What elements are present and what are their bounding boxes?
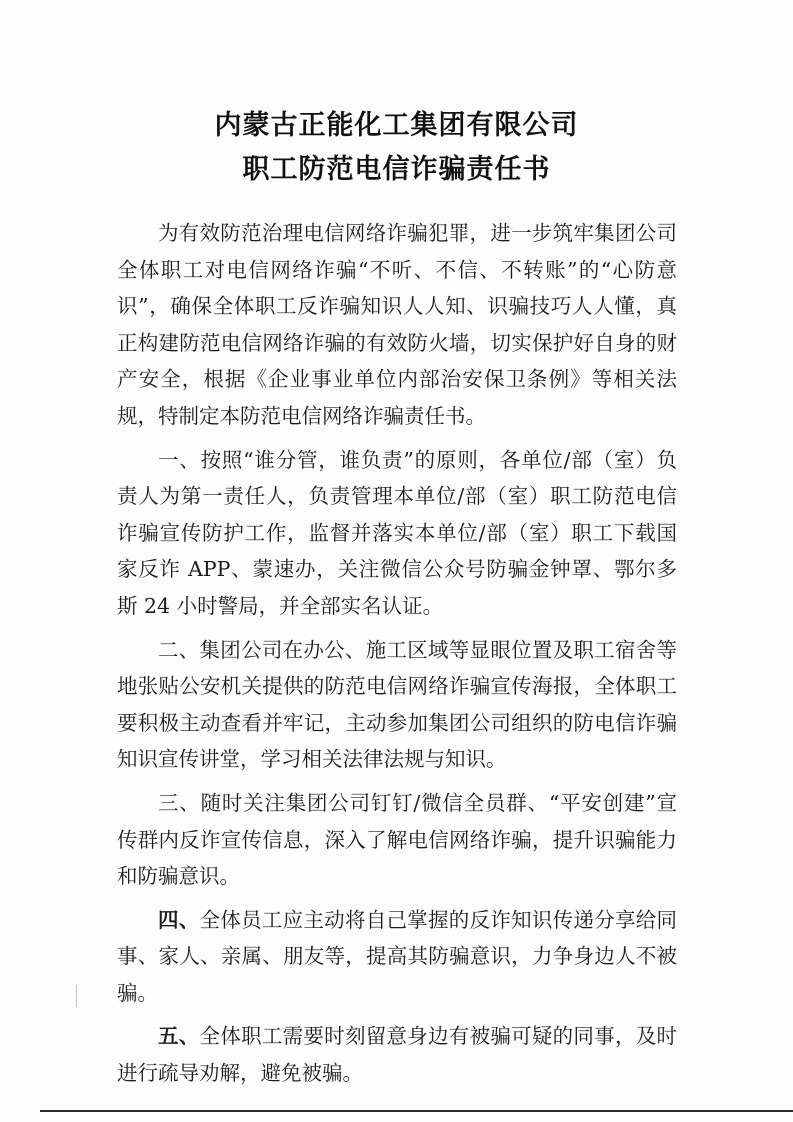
clause-2: 二、集团公司在办公、施工区域等显眼位置及职工宿舍等地张贴公安机关提供的防范电信网络诈骗宣传海报，全体职工要积极主动查看并牢记，主动参加集团公司组织的防电信诈骗知识宣传讲堂，学习相关法律法规与知识。	[117, 637, 677, 772]
clause-3: 三、随时关注集团公司钉钉/微信全员群、“平安创建”宣传群内反诈宣传信息，深入了解电信网络诈骗，提升识骗能力和防骗意识。	[117, 790, 677, 889]
company-title: 内蒙古正能化工集团有限公司	[214, 110, 579, 141]
intro-paragraph: 为有效防范治理电信网络诈骗犯罪，进一步筑牢集团公司全体职工对电信网络诈骗“不听、不信、不转账”的“心防意识”，确保全体职工反诈骗知识人人知、识骗技巧人人懂，真正构建防范电信网络诈骗的有效防火墙，切实保护好自身的财产安全，根据《企业事业单位内部治安保卫条例》等相关法规，特制定本防范电信网络诈骗责任书。	[117, 221, 677, 428]
document-body	[117, 215, 677, 1099]
clause-5-text: 全体职工需要时刻留意身边有被骗可疑的同事，及时进行疏导劝解，避免被骗。	[117, 1024, 678, 1086]
bottom-rule	[40, 1110, 793, 1112]
scan-artifact	[76, 985, 77, 1007]
clause-1: 一、按照“谁分管，谁负责”的原则，各单位/部（室）负责人为第一责任人，负责管理本单位/部（室）职工防范电信诈骗宣传防护工作，监督并落实本单位/部（室）职工下载国家反诈 APP、蒙速办，关注微信公众号防骗金钟罩、鄂尔多斯 24 小时警局，并全部实名认证。	[117, 447, 677, 618]
clause-5	[117, 1018, 677, 1091]
clause-4	[117, 902, 677, 1012]
clause-4-number: 四、	[158, 907, 200, 932]
clause-5-number: 五、	[158, 1024, 200, 1049]
document-title: 职工防范电信诈骗责任书	[242, 154, 551, 185]
clause-4-text: 全体员工应主动将自己掌握的反诈知识传递分享给同事、家人、亲属、朋友等，提高其防骗意识，力争身边人不被骗。	[117, 907, 678, 1005]
